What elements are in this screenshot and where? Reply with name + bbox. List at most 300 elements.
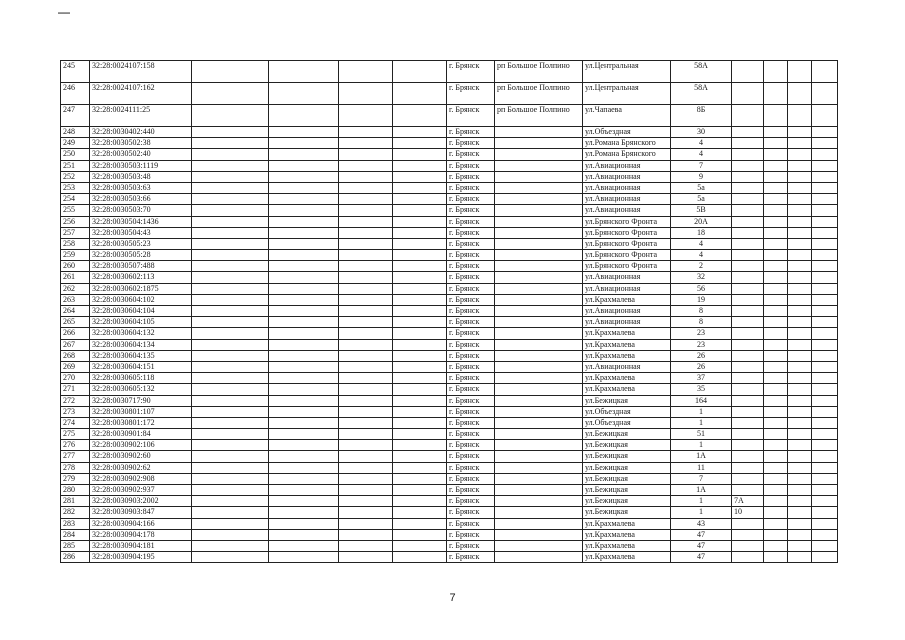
cadastral-number-cell: 32:28:0030904:195 [90,552,192,563]
table-row [61,205,838,216]
row-number-cell: 267 [61,339,90,350]
empty-cell [269,149,339,160]
empty-cell [269,283,339,294]
empty-cell [393,529,447,540]
empty-cell [339,250,393,261]
extra-number-cell [732,283,764,294]
cadastral-number-cell: 32:28:0030502:40 [90,149,192,160]
settlement-cell [495,149,583,160]
empty-cell [812,462,838,473]
table-row [61,518,838,529]
empty-cell [339,440,393,451]
empty-cell [192,317,269,328]
cadastral-number-cell: 32:28:0030505:23 [90,238,192,249]
settlement-cell [495,306,583,317]
empty-cell [788,194,812,205]
settlement-cell [495,440,583,451]
extra-number-cell [732,149,764,160]
empty-cell [192,294,269,305]
house-number-cell: 43 [671,518,732,529]
empty-cell [192,406,269,417]
city-cell: г. Брянск [447,328,495,339]
empty-cell [788,306,812,317]
street-cell: ул.Авиационная [583,283,671,294]
house-number-cell: 8 [671,317,732,328]
extra-number-cell [732,462,764,473]
empty-cell [764,451,788,462]
empty-cell [269,552,339,563]
table-row [61,328,838,339]
empty-cell [812,261,838,272]
empty-cell [269,496,339,507]
empty-cell [788,83,812,105]
extra-number-cell: 7А [732,496,764,507]
empty-cell [393,317,447,328]
empty-cell [788,149,812,160]
table-row [61,127,838,138]
empty-cell [764,540,788,551]
empty-cell [764,406,788,417]
table-row [61,160,838,171]
empty-cell [192,238,269,249]
empty-cell [339,395,393,406]
city-cell: г. Брянск [447,171,495,182]
empty-cell [393,507,447,518]
city-cell: г. Брянск [447,194,495,205]
row-number-cell: 285 [61,540,90,551]
house-number-cell: 5а [671,194,732,205]
settlement-cell [495,384,583,395]
house-number-cell: 5В [671,205,732,216]
street-cell: ул.Романа Брянского [583,149,671,160]
house-number-cell: 58А [671,61,732,83]
cadastral-number-cell: 32:28:0030504:1436 [90,216,192,227]
city-cell: г. Брянск [447,485,495,496]
table-row [61,529,838,540]
empty-cell [192,462,269,473]
cadastral-number-cell: 32:28:0030604:134 [90,339,192,350]
house-number-cell: 56 [671,283,732,294]
house-number-cell: 1А [671,451,732,462]
city-cell: г. Брянск [447,395,495,406]
empty-cell [393,171,447,182]
street-cell: ул.Центральная [583,83,671,105]
empty-cell [788,485,812,496]
house-number-cell: 8Б [671,105,732,127]
empty-cell [812,361,838,372]
extra-number-cell [732,473,764,484]
empty-cell [192,496,269,507]
empty-cell [812,384,838,395]
empty-cell [764,182,788,193]
empty-cell [764,216,788,227]
settlement-cell [495,552,583,563]
house-number-cell: 47 [671,540,732,551]
extra-number-cell [732,216,764,227]
street-cell: ул.Бежицкая [583,451,671,462]
settlement-cell [495,250,583,261]
settlement-cell [495,171,583,182]
empty-cell [192,373,269,384]
empty-cell [269,429,339,440]
empty-cell [339,328,393,339]
table-row [61,317,838,328]
house-number-cell: 1А [671,485,732,496]
empty-cell [788,205,812,216]
empty-cell [269,384,339,395]
table-row [61,507,838,518]
cadastral-number-cell: 32:28:0030402:440 [90,127,192,138]
empty-cell [192,328,269,339]
row-number-cell: 249 [61,138,90,149]
empty-cell [192,83,269,105]
extra-number-cell [732,451,764,462]
cadastral-number-cell: 32:28:0030904:181 [90,540,192,551]
settlement-cell [495,182,583,193]
settlement-cell [495,462,583,473]
empty-cell [339,138,393,149]
empty-cell [339,238,393,249]
street-cell: ул.Брянского Фронта [583,216,671,227]
house-number-cell: 1 [671,496,732,507]
city-cell: г. Брянск [447,160,495,171]
empty-cell [192,417,269,428]
empty-cell [393,227,447,238]
cadastral-number-cell: 32:28:0030504:43 [90,227,192,238]
street-cell: ул.Объездная [583,127,671,138]
row-number-cell: 275 [61,429,90,440]
street-cell: ул.Авиационная [583,205,671,216]
empty-cell [764,83,788,105]
settlement-cell [495,205,583,216]
table-row [61,361,838,372]
empty-cell [269,227,339,238]
table-row [61,227,838,238]
scan-artifact-mark: ▬▬ [58,10,70,16]
empty-cell [788,138,812,149]
house-number-cell: 26 [671,350,732,361]
house-number-cell: 58А [671,83,732,105]
house-number-cell: 4 [671,149,732,160]
empty-cell [812,238,838,249]
empty-cell [764,138,788,149]
empty-cell [339,361,393,372]
empty-cell [192,440,269,451]
empty-cell [812,451,838,462]
cadastral-number-cell: 32:28:0024111:25 [90,105,192,127]
empty-cell [339,127,393,138]
empty-cell [393,127,447,138]
empty-cell [339,350,393,361]
extra-number-cell [732,83,764,105]
empty-cell [192,127,269,138]
city-cell: г. Брянск [447,205,495,216]
street-cell: ул.Центральная [583,61,671,83]
cadastral-number-cell: 32:28:0024107:158 [90,61,192,83]
street-cell: ул.Авиационная [583,317,671,328]
street-cell: ул.Крахмалева [583,552,671,563]
settlement-cell [495,417,583,428]
house-number-cell: 1 [671,440,732,451]
street-cell: ул.Крахмалева [583,384,671,395]
settlement-cell [495,194,583,205]
row-number-cell: 281 [61,496,90,507]
extra-number-cell: 10 [732,507,764,518]
settlement-cell [495,138,583,149]
empty-cell [339,272,393,283]
table-row [61,149,838,160]
empty-cell [764,328,788,339]
empty-cell [192,507,269,518]
empty-cell [339,507,393,518]
extra-number-cell [732,440,764,451]
empty-cell [339,194,393,205]
empty-cell [393,485,447,496]
settlement-cell: рп Большое Полпино [495,83,583,105]
row-number-cell: 268 [61,350,90,361]
settlement-cell [495,485,583,496]
extra-number-cell [732,227,764,238]
city-cell: г. Брянск [447,462,495,473]
empty-cell [192,61,269,83]
empty-cell [192,194,269,205]
city-cell: г. Брянск [447,83,495,105]
empty-cell [812,496,838,507]
city-cell: г. Брянск [447,507,495,518]
empty-cell [269,373,339,384]
settlement-cell [495,339,583,350]
cadastral-number-cell: 32:28:0030902:908 [90,473,192,484]
extra-number-cell [732,205,764,216]
house-number-cell: 19 [671,294,732,305]
cadastral-number-cell: 32:28:0030902:937 [90,485,192,496]
empty-cell [269,272,339,283]
cadastral-number-cell: 32:28:0030717:90 [90,395,192,406]
row-number-cell: 245 [61,61,90,83]
empty-cell [764,250,788,261]
empty-cell [764,350,788,361]
extra-number-cell [732,238,764,249]
city-cell: г. Брянск [447,216,495,227]
table-row [61,272,838,283]
row-number-cell: 279 [61,473,90,484]
city-cell: г. Брянск [447,406,495,417]
settlement-cell [495,529,583,540]
empty-cell [269,127,339,138]
empty-cell [269,182,339,193]
empty-cell [788,373,812,384]
empty-cell [788,507,812,518]
empty-cell [393,552,447,563]
cadastral-number-cell: 32:28:0030602:1875 [90,283,192,294]
empty-cell [192,395,269,406]
empty-cell [812,373,838,384]
table-row [61,182,838,193]
empty-cell [339,205,393,216]
empty-cell [339,227,393,238]
empty-cell [192,306,269,317]
empty-cell [339,518,393,529]
row-number-cell: 250 [61,149,90,160]
street-cell: ул.Бежицкая [583,395,671,406]
empty-cell [788,250,812,261]
street-cell: ул.Бежицкая [583,473,671,484]
empty-cell [393,518,447,529]
empty-cell [393,294,447,305]
settlement-cell [495,540,583,551]
table-row [61,171,838,182]
empty-cell [812,328,838,339]
cadastral-number-cell: 32:28:0030503:48 [90,171,192,182]
empty-cell [764,552,788,563]
empty-cell [269,238,339,249]
empty-cell [192,339,269,350]
street-cell: ул.Крахмалева [583,373,671,384]
empty-cell [788,160,812,171]
house-number-cell: 18 [671,227,732,238]
extra-number-cell [732,261,764,272]
empty-cell [269,540,339,551]
empty-cell [788,361,812,372]
street-cell: ул.Брянского Фронта [583,238,671,249]
table-row [61,473,838,484]
row-number-cell: 247 [61,105,90,127]
empty-cell [269,171,339,182]
table-row [61,485,838,496]
empty-cell [269,361,339,372]
empty-cell [192,160,269,171]
empty-cell [393,429,447,440]
empty-cell [393,350,447,361]
empty-cell [764,227,788,238]
cadastral-number-cell: 32:28:0030903:847 [90,507,192,518]
empty-cell [269,395,339,406]
empty-cell [812,440,838,451]
row-number-cell: 254 [61,194,90,205]
street-cell: ул.Авиационная [583,306,671,317]
settlement-cell [495,160,583,171]
empty-cell [393,160,447,171]
empty-cell [764,205,788,216]
table-row [61,339,838,350]
empty-cell [192,105,269,127]
empty-cell [788,105,812,127]
empty-cell [339,485,393,496]
cadastral-number-cell: 32:28:0030505:28 [90,250,192,261]
extra-number-cell [732,61,764,83]
cadastral-number-cell: 32:28:0030604:104 [90,306,192,317]
empty-cell [764,261,788,272]
empty-cell [812,485,838,496]
empty-cell [192,205,269,216]
city-cell: г. Брянск [447,182,495,193]
city-cell: г. Брянск [447,440,495,451]
empty-cell [764,440,788,451]
city-cell: г. Брянск [447,373,495,384]
city-cell: г. Брянск [447,339,495,350]
row-number-cell: 259 [61,250,90,261]
extra-number-cell [732,317,764,328]
empty-cell [339,373,393,384]
empty-cell [788,384,812,395]
empty-cell [788,496,812,507]
empty-cell [192,485,269,496]
street-cell: ул.Авиационная [583,194,671,205]
row-number-cell: 278 [61,462,90,473]
empty-cell [764,417,788,428]
empty-cell [764,462,788,473]
street-cell: ул.Бежицкая [583,440,671,451]
empty-cell [269,306,339,317]
empty-cell [339,462,393,473]
empty-cell [788,272,812,283]
empty-cell [812,552,838,563]
city-cell: г. Брянск [447,518,495,529]
house-number-cell: 4 [671,238,732,249]
cadastral-number-cell: 32:28:0030503:1119 [90,160,192,171]
cadastral-number-cell: 32:28:0030503:63 [90,182,192,193]
settlement-cell [495,283,583,294]
extra-number-cell [732,485,764,496]
cadastral-number-cell: 32:28:0030604:102 [90,294,192,305]
empty-cell [812,507,838,518]
house-number-cell: 9 [671,171,732,182]
empty-cell [393,83,447,105]
empty-cell [788,328,812,339]
empty-cell [764,160,788,171]
settlement-cell [495,328,583,339]
street-cell: ул.Крахмалева [583,328,671,339]
table-row [61,194,838,205]
empty-cell [339,384,393,395]
empty-cell [339,496,393,507]
empty-cell [339,451,393,462]
settlement-cell [495,350,583,361]
table-row [61,451,838,462]
empty-cell [269,462,339,473]
empty-cell [339,105,393,127]
empty-cell [393,406,447,417]
extra-number-cell [732,361,764,372]
city-cell: г. Брянск [447,127,495,138]
cadastral-number-cell: 32:28:0030904:166 [90,518,192,529]
street-cell: ул.Крахмалева [583,529,671,540]
empty-cell [393,540,447,551]
street-cell: ул.Крахмалева [583,540,671,551]
cadastral-number-cell: 32:28:0030901:84 [90,429,192,440]
cadastral-number-cell: 32:28:0030503:66 [90,194,192,205]
empty-cell [192,540,269,551]
empty-cell [393,462,447,473]
house-number-cell: 11 [671,462,732,473]
empty-cell [269,216,339,227]
cadastral-number-cell: 32:28:0030602:113 [90,272,192,283]
empty-cell [788,540,812,551]
table-row [61,462,838,473]
page-number: 7 [449,592,456,604]
empty-cell [788,395,812,406]
extra-number-cell [732,395,764,406]
city-cell: г. Брянск [447,429,495,440]
row-number-cell: 277 [61,451,90,462]
row-number-cell: 276 [61,440,90,451]
empty-cell [339,216,393,227]
empty-cell [269,473,339,484]
extra-number-cell [732,339,764,350]
city-cell: г. Брянск [447,317,495,328]
empty-cell [269,350,339,361]
empty-cell [812,540,838,551]
